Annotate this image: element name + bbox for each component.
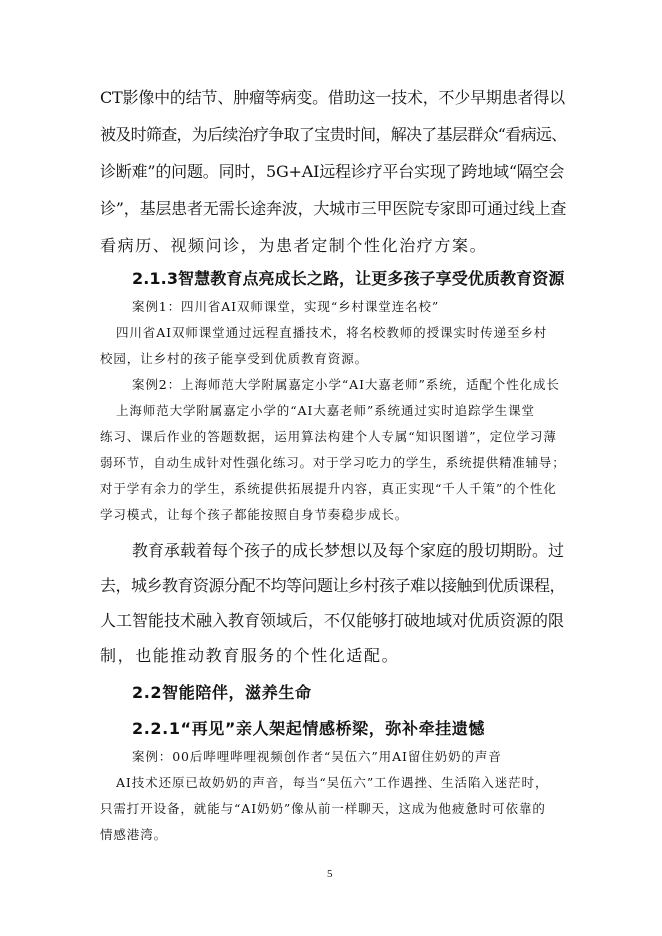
case-line: 弱环节，自动生成针对性强化练习。对于学习吃力的学生，系统提供精准辅导；: [100, 455, 566, 470]
case-line: 情感港湾。: [100, 827, 168, 842]
case-line: 练习、课后作业的答题数据，运用算法构建个人专属“知识图谱”，定位学习薄: [100, 429, 557, 444]
case-line: 对于学有余力的学生，系统提供拓展提升内容，真正实现“千人千策”的个性化: [100, 481, 557, 496]
case-title: 案例：00后哔哩哔哩视频创作者“吴伍六”用AI留住奶奶的声音: [132, 749, 502, 764]
case-title: 案例2：上海师范大学附属嘉定小学“AI大嘉老师”系统，适配个性化成长: [132, 377, 560, 392]
paragraph-line: 被及时筛查，为后续治疗争取了宝贵时间，解决了基层群众“看病远、: [100, 125, 567, 144]
case-line: 四川省AI双师课堂通过远程直播技术，将名校教师的授课实时传递至乡村: [116, 325, 548, 340]
case-line: 只需打开设备，就能与“AI奶奶”像从前一样聊天，这成为他疲惫时可依靠的: [100, 801, 546, 816]
case-line: 校园，让乡村的孩子能享受到优质教育资源。: [100, 351, 369, 366]
paragraph-line: 诊断难”的问题。同时，5G+AI远程诊疗平台实现了跨地域“隔空会: [100, 162, 565, 181]
paragraph-line: CT影像中的结节、肿瘤等病变。借助这一技术，不少早期患者得以: [100, 88, 565, 107]
paragraph-line: 制，也能推动教育服务的个性化适配。: [100, 646, 400, 665]
paragraph-line: 人工智能技术融入教育领域后，不仅能够打破地域对优质资源的限: [100, 611, 565, 630]
paragraph-line: 诊”，基层患者无需长途奔波，大城市三甲医院专家即可通过线上查: [100, 199, 567, 218]
section-heading-2-2-1: 2.2.1“再见”亲人架起情感桥梁，弥补牵挂遗憾: [132, 719, 485, 738]
section-heading-2-2: 2.2智能陪伴，滋养生命: [132, 683, 312, 702]
paragraph-line: 去，城乡教育资源分配不均等问题让乡村孩子难以接触到优质课程，: [100, 576, 566, 595]
case-line: 上海师范大学附属嘉定小学的“AI大嘉老师”系统通过实时追踪学生课堂: [116, 403, 535, 418]
case-title: 案例1：四川省AI双师课堂，实现“乡村课堂连名校”: [132, 299, 440, 314]
paragraph-line: 看病历、视频问诊，为患者定制个性化治疗方案。: [100, 236, 488, 255]
paragraph-line: 教育承载着每个孩子的成长梦想以及每个家庭的殷切期盼。过: [132, 541, 565, 560]
case-line: AI技术还原已故奶奶的声音，每当“吴伍六”工作遇挫、生活陷入迷茫时，: [116, 775, 549, 790]
page-number: 5: [327, 868, 333, 880]
case-line: 学习模式，让每个孩子都能按照自身节奏稳步成长。: [100, 507, 409, 522]
section-heading-2-1-3: 2.1.3智慧教育点亮成长之路，让更多孩子享受优质教育资源: [132, 269, 565, 288]
